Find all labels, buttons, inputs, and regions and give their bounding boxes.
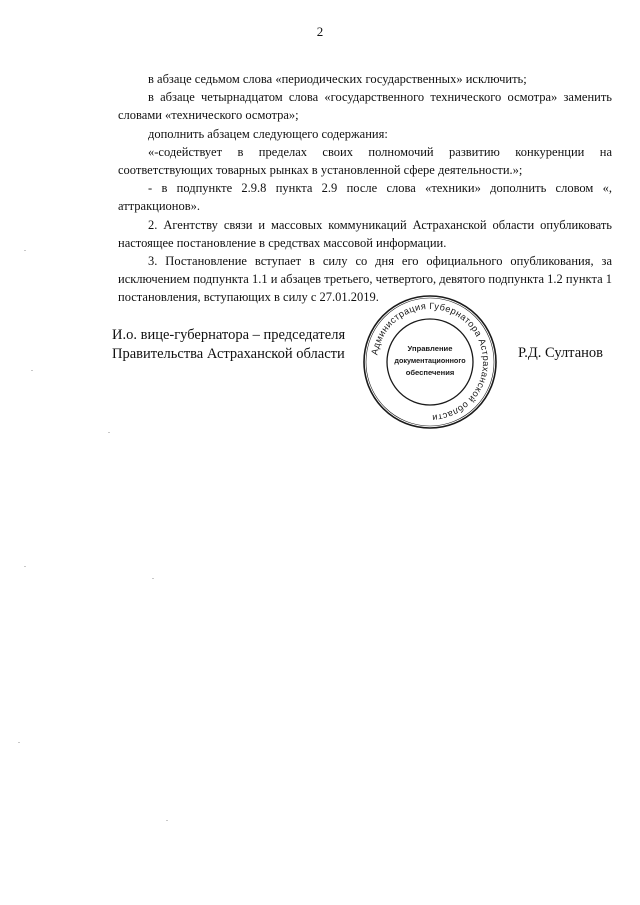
seal-center-line: Управление <box>407 344 453 353</box>
seal-ring-text: Администрация Губернатора Астраханской области <box>369 300 492 424</box>
signatory-title-line: Правительства Астраханской области <box>112 346 345 362</box>
scan-speck <box>31 370 33 371</box>
scan-speck <box>152 578 154 579</box>
paragraph: «-содействует в пределах своих полномочий развитию конкуренции на соответствующих товарных рынках в установленной сфере деятельности.»; <box>118 144 612 178</box>
scan-speck <box>18 742 20 743</box>
signatory-title <box>112 326 362 364</box>
seal-center-line: обеспечения <box>405 368 455 377</box>
paragraph: - в подпункте 2.9.8 пункта 2.9 после слова «техники» дополнить словом «, аттракционов». <box>118 181 612 214</box>
scan-speck <box>24 250 26 251</box>
scan-speck <box>108 432 110 433</box>
signatory-title-line: И.о. вице-губернатора – председателя <box>112 327 346 343</box>
signatory-name: Р.Д. Султанов <box>518 345 603 361</box>
scan-speck <box>166 820 168 821</box>
seal-center-line: документационного <box>394 356 466 365</box>
paragraph: в абзаце четырнадцатом слова «государственного технического осмотра» заменить словами «технического осмотра»; <box>118 90 612 123</box>
scan-speck <box>24 566 26 567</box>
paragraph: в абзаце седьмом слова «периодических государственных» исключить; <box>148 72 527 86</box>
page-number: 2 <box>316 24 324 39</box>
document-body <box>118 70 612 307</box>
official-seal <box>360 292 500 432</box>
paragraph: дополнить абзацем следующего содержания: <box>148 126 388 141</box>
paragraph: 3. Постановление вступает в силу со дня его официального опубликования, за исключением подпункта 1.1 и абзацев третьего, четвертого, девятого подпункта 1.2 пункта 1 постановления, вступающих в силу с 27.01.2019. <box>118 254 612 305</box>
paragraph: 2. Агентству связи и массовых коммуникаций Астраханской области опубликовать настоящее постановление в средствах массовой информации. <box>118 217 612 250</box>
